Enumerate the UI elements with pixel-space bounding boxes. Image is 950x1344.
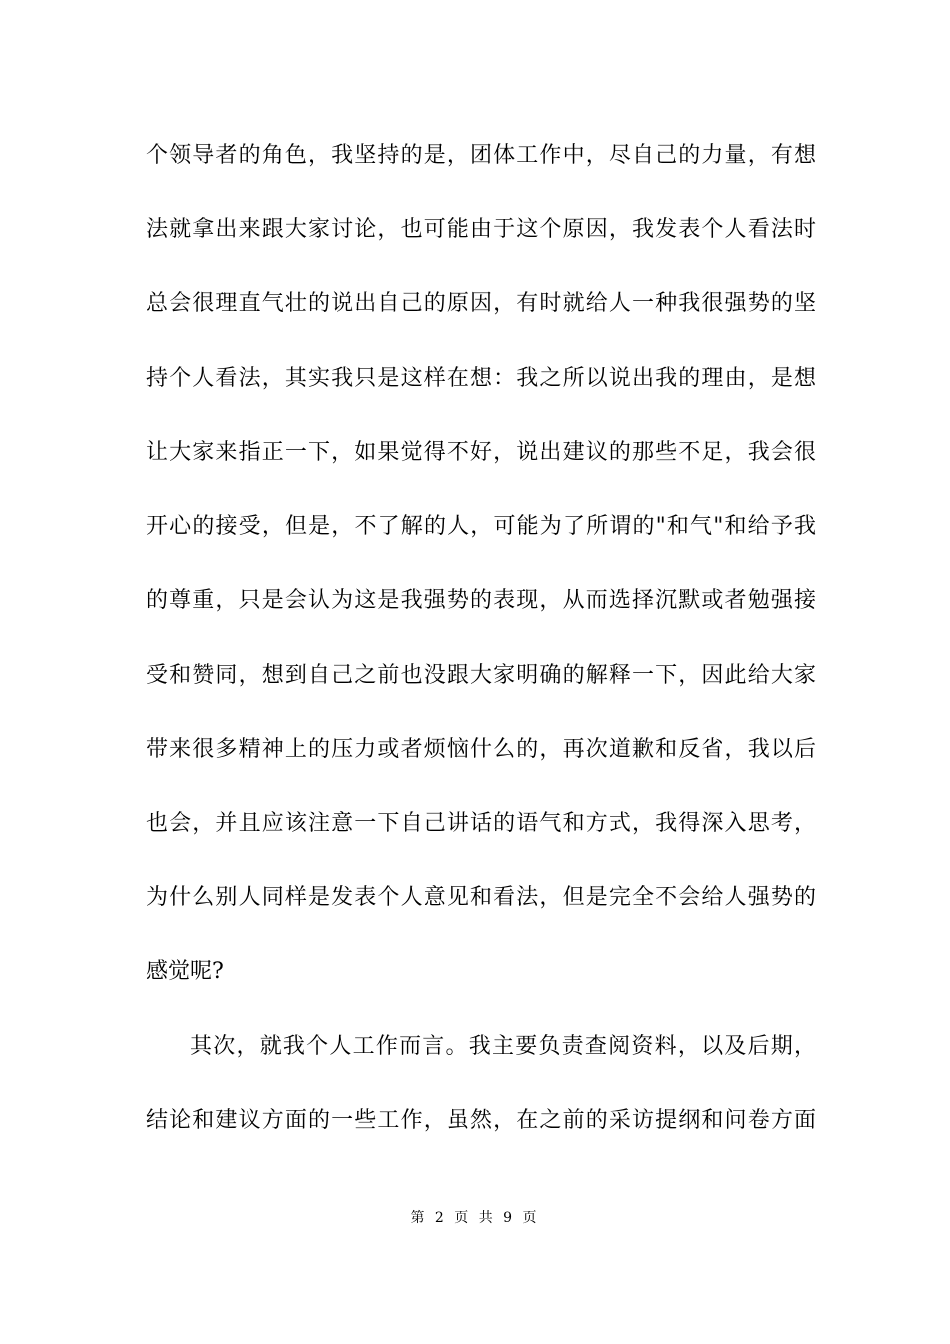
text-line-6: 开心的接受，但是，不了解的人，可能为了所谓的"和气"和给予我 — [146, 514, 816, 539]
page-footer: 第 2 页 共 9 页 — [410, 1210, 540, 1226]
text-line-14: 结论和建议方面的一些工作，虽然，在之前的采访提纲和问卷方面 — [146, 1108, 816, 1133]
text-line-3: 总会很理直气壮的说出自己的原因，有时就给人一种我很强势的坚 — [146, 291, 816, 316]
text-line-7: 的尊重，只是会认为这是我强势的表现，从而选择沉默或者勉强接 — [146, 588, 816, 613]
text-line-9: 带来很多精神上的压力或者烦恼什么的，再次道歉和反省，我以后 — [146, 737, 816, 762]
text-line-11: 为什么别人同样是发表个人意见和看法，但是完全不会给人强势的 — [146, 885, 816, 910]
text-line-10: 也会，并且应该注意一下自己讲话的语气和方式，我得深入思考， — [146, 811, 816, 836]
text-line-1: 个领导者的角色，我坚持的是，团体工作中，尽自己的力量，有想 — [146, 143, 816, 168]
text-line-4: 持个人看法，其实我只是这样在想：我之所以说出我的理由，是想 — [146, 366, 816, 391]
paragraph-start-line: 其次，就我个人工作而言。我主要负责查阅资料，以及后期， — [190, 1034, 816, 1059]
text-line-5: 让大家来指正一下，如果觉得不好，说出建议的那些不足，我会很 — [146, 440, 816, 465]
text-line-2: 法就拿出来跟大家讨论，也可能由于这个原因，我发表个人看法时 — [146, 217, 816, 242]
text-line-12: 感觉呢? — [146, 959, 224, 984]
text-line-8: 受和赞同，想到自己之前也没跟大家明确的解释一下，因此给大家 — [146, 663, 816, 688]
